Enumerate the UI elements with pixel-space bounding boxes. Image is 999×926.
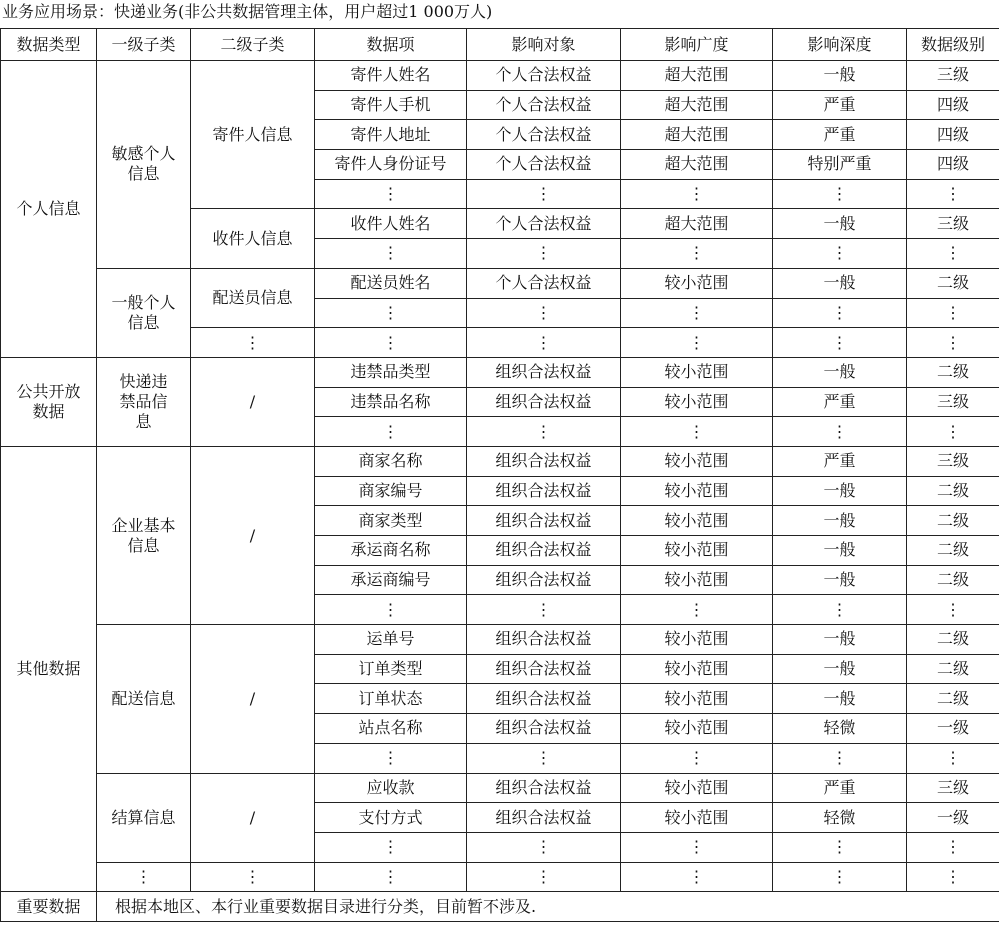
sub2-slash: / xyxy=(191,446,315,624)
level-cell: 三级 xyxy=(907,387,999,417)
item-cell: 支付方式 xyxy=(315,803,467,833)
ellipsis-cell: ⋮ xyxy=(621,328,773,358)
header-cell: 影响广度 xyxy=(621,29,773,61)
table-row xyxy=(1,357,999,387)
depth-cell: 一般 xyxy=(773,209,907,239)
ellipsis-cell: ⋮ xyxy=(191,328,315,358)
sub2-slash: / xyxy=(191,357,315,446)
breadth-cell: 较小范围 xyxy=(621,654,773,684)
group-cell-important: 重要数据 xyxy=(1,892,97,922)
level-cell: 二级 xyxy=(907,654,999,684)
breadth-cell: 较小范围 xyxy=(621,536,773,566)
depth-cell: 一般 xyxy=(773,625,907,655)
depth-cell: 一般 xyxy=(773,61,907,91)
ellipsis-cell: ⋮ xyxy=(773,862,907,892)
ellipsis-cell: ⋮ xyxy=(773,417,907,447)
level-cell: 二级 xyxy=(907,536,999,566)
header-cell: 影响深度 xyxy=(773,29,907,61)
item-cell: 商家名称 xyxy=(315,446,467,476)
depth-cell: 一般 xyxy=(773,654,907,684)
ellipsis-cell: ⋮ xyxy=(467,328,621,358)
target-cell: 个人合法权益 xyxy=(467,61,621,91)
item-cell: 承运商编号 xyxy=(315,565,467,595)
sub1-label: 一般个人信息 xyxy=(111,292,176,332)
ellipsis-cell: ⋮ xyxy=(467,595,621,625)
ellipsis-cell: ⋮ xyxy=(315,595,467,625)
ellipsis-cell: ⋮ xyxy=(315,417,467,447)
breadth-cell: 超大范围 xyxy=(621,120,773,150)
ellipsis-cell: ⋮ xyxy=(773,179,907,209)
target-cell: 组织合法权益 xyxy=(467,714,621,744)
target-cell: 个人合法权益 xyxy=(467,120,621,150)
level-cell: 一级 xyxy=(907,803,999,833)
item-cell: 订单类型 xyxy=(315,654,467,684)
ellipsis-cell: ⋮ xyxy=(907,417,999,447)
classification-table xyxy=(0,28,999,922)
table-caption: 业务应用场景：快递业务(非公共数据管理主体，用户超过1 000万人) xyxy=(2,2,493,21)
table-row xyxy=(1,268,999,298)
header-cell: 影响对象 xyxy=(467,29,621,61)
ellipsis-cell: ⋮ xyxy=(621,743,773,773)
table-row xyxy=(1,61,999,91)
ellipsis-cell: ⋮ xyxy=(773,743,907,773)
level-cell: 四级 xyxy=(907,120,999,150)
item-cell: 承运商名称 xyxy=(315,536,467,566)
ellipsis-cell: ⋮ xyxy=(315,328,467,358)
ellipsis-cell: ⋮ xyxy=(467,298,621,328)
item-cell: 应收款 xyxy=(315,773,467,803)
table-row xyxy=(1,773,999,803)
level-cell: 三级 xyxy=(907,209,999,239)
ellipsis-cell: ⋮ xyxy=(773,832,907,862)
sub1-label: 企业基本信息 xyxy=(111,515,176,555)
ellipsis-cell: ⋮ xyxy=(467,417,621,447)
sub2-cell-sender: 寄件人信息 xyxy=(191,61,315,209)
item-cell: 站点名称 xyxy=(315,714,467,744)
target-cell: 组织合法权益 xyxy=(467,536,621,566)
depth-cell: 严重 xyxy=(773,387,907,417)
ellipsis-cell: ⋮ xyxy=(621,179,773,209)
header-cell: 数据级别 xyxy=(907,29,999,61)
breadth-cell: 较小范围 xyxy=(621,476,773,506)
target-cell: 组织合法权益 xyxy=(467,773,621,803)
ellipsis-cell: ⋮ xyxy=(315,862,467,892)
group-label: 公共开放数据 xyxy=(16,381,81,421)
target-cell: 组织合法权益 xyxy=(467,476,621,506)
header-cell: 二级子类 xyxy=(191,29,315,61)
breadth-cell: 较小范围 xyxy=(621,268,773,298)
depth-cell: 一般 xyxy=(773,536,907,566)
item-cell: 运单号 xyxy=(315,625,467,655)
ellipsis-cell: ⋮ xyxy=(621,239,773,269)
breadth-cell: 较小范围 xyxy=(621,684,773,714)
ellipsis-cell: ⋮ xyxy=(467,239,621,269)
sub1-cell-sensitive xyxy=(97,61,191,269)
group-cell-personal: 个人信息 xyxy=(1,61,97,358)
depth-cell: 严重 xyxy=(773,446,907,476)
level-cell: 四级 xyxy=(907,150,999,180)
target-cell: 组织合法权益 xyxy=(467,625,621,655)
ellipsis-cell: ⋮ xyxy=(467,743,621,773)
ellipsis-cell: ⋮ xyxy=(315,298,467,328)
level-cell: 二级 xyxy=(907,268,999,298)
depth-cell: 一般 xyxy=(773,506,907,536)
header-cell: 数据类型 xyxy=(1,29,97,61)
target-cell: 组织合法权益 xyxy=(467,357,621,387)
level-cell: 二级 xyxy=(907,506,999,536)
depth-cell: 一般 xyxy=(773,268,907,298)
level-cell: 二级 xyxy=(907,357,999,387)
item-cell: 违禁品名称 xyxy=(315,387,467,417)
depth-cell: 特别严重 xyxy=(773,150,907,180)
sub1-cell-contraband xyxy=(97,357,191,446)
ellipsis-cell: ⋮ xyxy=(907,239,999,269)
table-row xyxy=(1,892,999,922)
sub2-slash: / xyxy=(191,773,315,862)
depth-cell: 严重 xyxy=(773,90,907,120)
level-cell: 二级 xyxy=(907,625,999,655)
ellipsis-cell: ⋮ xyxy=(907,862,999,892)
ellipsis-cell: ⋮ xyxy=(907,298,999,328)
level-cell: 三级 xyxy=(907,446,999,476)
ellipsis-cell: ⋮ xyxy=(621,417,773,447)
depth-cell: 轻微 xyxy=(773,714,907,744)
level-cell: 三级 xyxy=(907,61,999,91)
sub1-label: 快递违禁品信息 xyxy=(119,371,168,431)
breadth-cell: 较小范围 xyxy=(621,357,773,387)
sub1-label: 敏感个人信息 xyxy=(111,144,176,184)
header-cell: 一级子类 xyxy=(97,29,191,61)
ellipsis-cell: ⋮ xyxy=(467,179,621,209)
sub2-cell-courier: 配送员信息 xyxy=(191,268,315,327)
item-cell: 寄件人身份证号 xyxy=(315,150,467,180)
item-cell: 收件人姓名 xyxy=(315,209,467,239)
ellipsis-cell: ⋮ xyxy=(907,832,999,862)
group-cell-other: 其他数据 xyxy=(1,446,97,891)
breadth-cell: 较小范围 xyxy=(621,625,773,655)
ellipsis-cell: ⋮ xyxy=(315,743,467,773)
breadth-cell: 超大范围 xyxy=(621,61,773,91)
ellipsis-cell: ⋮ xyxy=(621,862,773,892)
group-cell-public xyxy=(1,357,97,446)
level-cell: 二级 xyxy=(907,565,999,595)
ellipsis-cell: ⋮ xyxy=(97,862,191,892)
depth-cell: 严重 xyxy=(773,120,907,150)
ellipsis-cell: ⋮ xyxy=(621,832,773,862)
ellipsis-cell: ⋮ xyxy=(191,862,315,892)
item-cell: 商家编号 xyxy=(315,476,467,506)
table-row xyxy=(1,862,999,892)
depth-cell: 一般 xyxy=(773,565,907,595)
sub2-slash: / xyxy=(191,625,315,773)
target-cell: 个人合法权益 xyxy=(467,90,621,120)
target-cell: 个人合法权益 xyxy=(467,268,621,298)
target-cell: 个人合法权益 xyxy=(467,209,621,239)
header-row xyxy=(1,29,999,61)
breadth-cell: 较小范围 xyxy=(621,446,773,476)
depth-cell: 一般 xyxy=(773,476,907,506)
target-cell: 组织合法权益 xyxy=(467,565,621,595)
sub1-cell-enterprise xyxy=(97,446,191,624)
item-cell: 寄件人手机 xyxy=(315,90,467,120)
target-cell: 组织合法权益 xyxy=(467,387,621,417)
breadth-cell: 超大范围 xyxy=(621,90,773,120)
breadth-cell: 超大范围 xyxy=(621,209,773,239)
level-cell: 四级 xyxy=(907,90,999,120)
depth-cell: 轻微 xyxy=(773,803,907,833)
ellipsis-cell: ⋮ xyxy=(621,595,773,625)
ellipsis-cell: ⋮ xyxy=(773,595,907,625)
ellipsis-cell: ⋮ xyxy=(315,832,467,862)
target-cell: 组织合法权益 xyxy=(467,506,621,536)
table-row xyxy=(1,446,999,476)
ellipsis-cell: ⋮ xyxy=(315,179,467,209)
important-note: 根据本地区、本行业重要数据目录进行分类，目前暂不涉及. xyxy=(97,892,999,922)
level-cell: 三级 xyxy=(907,773,999,803)
header-cell: 数据项 xyxy=(315,29,467,61)
breadth-cell: 较小范围 xyxy=(621,773,773,803)
sub2-cell-receiver: 收件人信息 xyxy=(191,209,315,268)
depth-cell: 一般 xyxy=(773,357,907,387)
level-cell: 二级 xyxy=(907,684,999,714)
breadth-cell: 较小范围 xyxy=(621,506,773,536)
sub1-cell-general xyxy=(97,268,191,357)
ellipsis-cell: ⋮ xyxy=(907,743,999,773)
item-cell: 配送员姓名 xyxy=(315,268,467,298)
depth-cell: 严重 xyxy=(773,773,907,803)
breadth-cell: 较小范围 xyxy=(621,714,773,744)
item-cell: 寄件人姓名 xyxy=(315,61,467,91)
level-cell: 一级 xyxy=(907,714,999,744)
ellipsis-cell: ⋮ xyxy=(907,179,999,209)
target-cell: 组织合法权益 xyxy=(467,803,621,833)
item-cell: 寄件人地址 xyxy=(315,120,467,150)
target-cell: 个人合法权益 xyxy=(467,150,621,180)
depth-cell: 一般 xyxy=(773,684,907,714)
breadth-cell: 超大范围 xyxy=(621,150,773,180)
ellipsis-cell: ⋮ xyxy=(907,328,999,358)
item-cell: 违禁品类型 xyxy=(315,357,467,387)
ellipsis-cell: ⋮ xyxy=(467,832,621,862)
ellipsis-cell: ⋮ xyxy=(467,862,621,892)
table-row xyxy=(1,625,999,655)
item-cell: 订单状态 xyxy=(315,684,467,714)
sub1-cell-delivery: 配送信息 xyxy=(97,625,191,773)
breadth-cell: 较小范围 xyxy=(621,565,773,595)
ellipsis-cell: ⋮ xyxy=(315,239,467,269)
level-cell: 二级 xyxy=(907,476,999,506)
breadth-cell: 较小范围 xyxy=(621,803,773,833)
sub1-cell-settlement: 结算信息 xyxy=(97,773,191,862)
ellipsis-cell: ⋮ xyxy=(773,239,907,269)
target-cell: 组织合法权益 xyxy=(467,446,621,476)
ellipsis-cell: ⋮ xyxy=(773,328,907,358)
ellipsis-cell: ⋮ xyxy=(773,298,907,328)
ellipsis-cell: ⋮ xyxy=(621,298,773,328)
breadth-cell: 较小范围 xyxy=(621,387,773,417)
ellipsis-cell: ⋮ xyxy=(907,595,999,625)
target-cell: 组织合法权益 xyxy=(467,684,621,714)
target-cell: 组织合法权益 xyxy=(467,654,621,684)
item-cell: 商家类型 xyxy=(315,506,467,536)
